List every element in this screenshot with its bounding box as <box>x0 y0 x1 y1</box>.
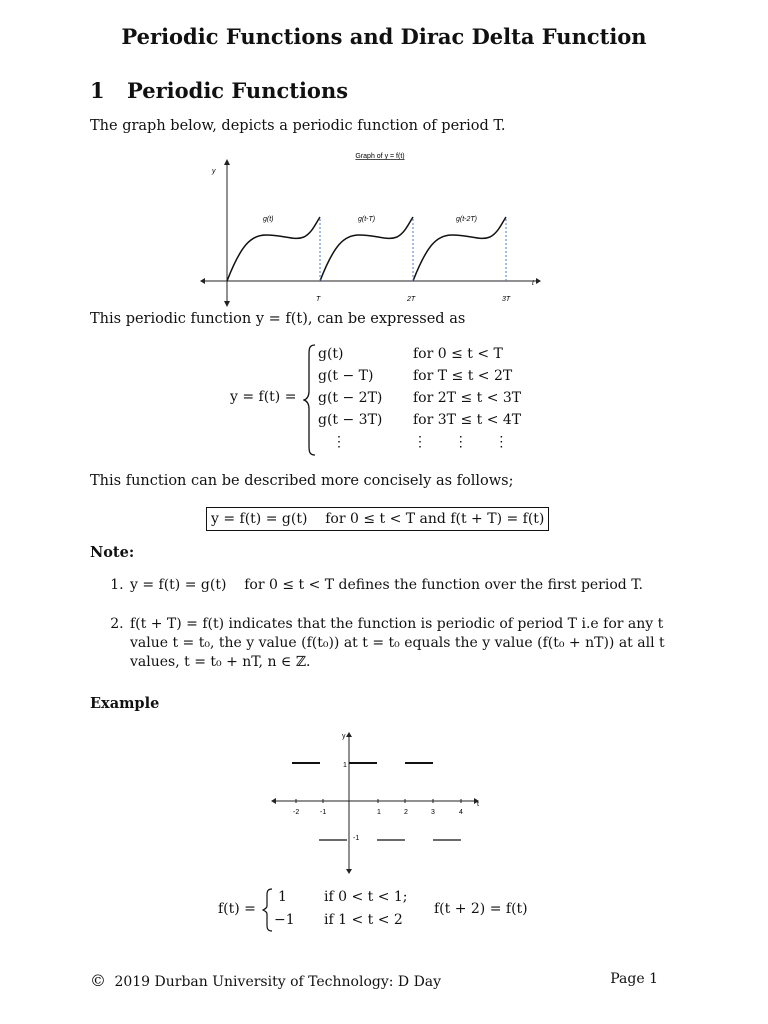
example-periodicity: f(t + 2) = f(t) <box>434 901 528 917</box>
x-axis-label: t <box>477 801 479 808</box>
section-number: 1 <box>90 78 105 103</box>
y-tick-label: -1 <box>353 835 360 842</box>
notes-list-container <box>90 576 670 692</box>
graph-title: Graph of y = f(t) <box>355 153 405 160</box>
piecewise-definition <box>230 343 550 457</box>
piecewise-cond: for T ≤ t < 2T <box>413 368 513 384</box>
piecewise-expr: g(t) <box>318 346 344 362</box>
note-item: 1. y = f(t) = g(t) for 0 ≤ t < T defines the function over the first period T. <box>128 576 670 595</box>
piecewise-table <box>318 343 521 453</box>
x-tick-label: 4 <box>459 809 463 816</box>
y-axis-arrow <box>346 732 352 737</box>
curve-g-t-minus-T <box>320 217 413 281</box>
example-lhs: f(t) = <box>218 901 256 917</box>
piecewise-cond: ⋮ ⋮ ⋮ <box>413 434 509 450</box>
x-axis-arrow-left <box>200 278 205 284</box>
section-heading <box>90 78 348 103</box>
copyright-icon: © <box>90 971 106 990</box>
curve-g-t-minus-2T <box>413 217 506 281</box>
curve-label-3: g(t-2T) <box>456 216 477 223</box>
x-tick-label: 2 <box>404 809 408 816</box>
section-title: Periodic Functions <box>127 78 349 103</box>
square-wave-graph <box>268 728 490 876</box>
tick-label-3T: 3T <box>502 296 511 303</box>
piecewise-expr: g(t − 2T) <box>318 390 383 406</box>
piecewise-expr: ⋮ <box>332 434 346 450</box>
example-cond: if 0 < t < 1; <box>324 889 408 905</box>
example-heading: Example <box>90 695 160 712</box>
curve-label-2: g(t-T) <box>358 216 376 223</box>
notes-list <box>90 576 670 672</box>
curve-g-t <box>227 217 320 281</box>
tick-label-2T: 2T <box>407 296 416 303</box>
example-expr: −1 <box>274 912 295 928</box>
piecewise-cond: for 0 ≤ t < T <box>413 346 503 362</box>
intro-paragraph: The graph below, depicts a periodic function of period T. <box>90 118 506 134</box>
y-axis-arrow-bottom <box>346 869 352 874</box>
periodic-function-graph <box>196 145 546 311</box>
tick-label-T: T <box>316 296 321 303</box>
concise-paragraph: This function can be described more concisely as follows; <box>90 473 514 489</box>
x-tick-label: -1 <box>320 809 327 816</box>
note-item: 2. f(t + T) = f(t) indicates that the function is periodic of period T i.e for any t value t = t₀, the y value (f(t₀)) at t = t₀ equals the y value (f(t₀ + nT)) at all t values, t = t₀ + nT, n ∈ ℤ. <box>128 615 670 672</box>
x-tick-label: -2 <box>293 809 300 816</box>
example-expr: 1 <box>278 889 287 905</box>
x-axis-arrow <box>536 278 541 284</box>
footer-text: 2019 Durban University of Technology: D Day <box>114 974 442 990</box>
x-tick-label: 3 <box>431 809 435 816</box>
y-axis-arrow-bottom <box>224 301 230 307</box>
x-axis-arrow-left <box>271 798 276 804</box>
example-cond: if 1 < t < 2 <box>324 912 403 928</box>
left-brace-icon <box>262 887 274 933</box>
y-axis-arrow <box>224 159 230 165</box>
piecewise-row <box>318 343 521 365</box>
note-heading: Note: <box>90 544 135 561</box>
piecewise-row <box>318 387 521 409</box>
piecewise-row <box>318 365 521 387</box>
piecewise-cond: for 2T ≤ t < 3T <box>413 390 522 406</box>
expressed-paragraph: This periodic function y = f(t), can be expressed as <box>90 311 466 327</box>
document-title: Periodic Functions and Dirac Delta Function <box>121 24 647 49</box>
left-brace-icon <box>303 343 317 457</box>
x-axis-label: t <box>532 280 534 287</box>
piecewise-cond: for 3T ≤ t < 4T <box>413 412 522 428</box>
x-tick-label: 1 <box>377 809 381 816</box>
piecewise-row <box>318 409 521 431</box>
piecewise-expr: g(t − T) <box>318 368 374 384</box>
curve-label-1: g(t) <box>263 216 274 223</box>
y-tick-label: 1 <box>343 762 347 769</box>
footer-left <box>90 971 441 990</box>
y-axis-label: y <box>212 168 216 175</box>
page-number: Page 1 <box>610 971 658 987</box>
y-axis-label: y <box>342 733 346 740</box>
piecewise-expr: g(t − 3T) <box>318 412 383 428</box>
boxed-formula: y = f(t) = g(t) for 0 ≤ t < T and f(t + T) = f(t) <box>206 507 549 531</box>
example-piecewise <box>218 887 558 933</box>
piecewise-lhs: y = f(t) = <box>230 389 297 405</box>
piecewise-row <box>318 431 521 453</box>
